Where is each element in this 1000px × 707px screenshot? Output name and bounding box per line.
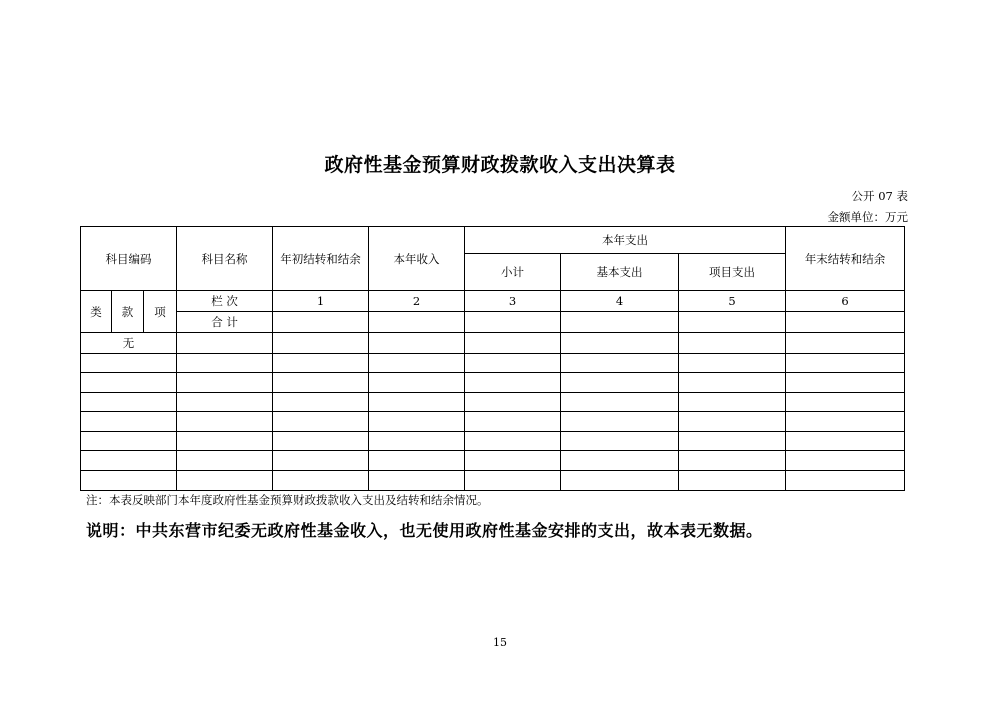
column-number-6: 6 — [786, 291, 905, 312]
table-cell — [81, 412, 177, 432]
table-cell — [465, 432, 561, 451]
document-title: 政府性基金预算财政拨款收入支出决算表 — [324, 154, 676, 176]
page-number: 15 — [493, 636, 507, 649]
table-cell — [561, 432, 679, 451]
column-number-5: 5 — [679, 291, 786, 312]
table-cell — [177, 471, 273, 491]
table-cell — [369, 373, 465, 393]
table-cell — [561, 471, 679, 491]
table-cell — [81, 393, 177, 412]
table-cell — [465, 354, 561, 373]
table-cell — [369, 432, 465, 451]
table-note: 注：本表反映部门本年度政府性基金预算财政拨款收入支出及结转和结余情况。 — [86, 493, 489, 507]
column-number-2: 2 — [369, 291, 465, 312]
table-cell — [561, 312, 679, 333]
header-project-expense: 项目支出 — [679, 254, 786, 291]
table-cell — [786, 333, 905, 354]
table-cell — [561, 373, 679, 393]
table-cell — [177, 412, 273, 432]
total-label: 合 计 — [177, 312, 273, 333]
table-cell — [81, 373, 177, 393]
table-cell — [273, 393, 369, 412]
table-cell — [679, 373, 786, 393]
table-cell — [273, 333, 369, 354]
table-cell — [369, 451, 465, 471]
table-cell — [465, 373, 561, 393]
table-cell — [465, 312, 561, 333]
table-cell — [786, 451, 905, 471]
explanation: 说明：中共东营市纪委无政府性基金收入，也无使用政府性基金安排的支出，故本表无数据。 — [86, 521, 763, 540]
column-row-label: 栏 次 — [177, 291, 273, 312]
header-beginning-balance: 年初结转和结余 — [273, 227, 369, 291]
table-cell — [679, 333, 786, 354]
first-row-value: 无 — [81, 333, 177, 354]
table-cell — [81, 432, 177, 451]
amount-unit: 金额单位：万元 — [827, 210, 908, 224]
table-cell — [369, 471, 465, 491]
header-current-expense: 本年支出 — [465, 227, 786, 254]
table-row — [81, 412, 905, 432]
table-cell — [369, 393, 465, 412]
table-row — [81, 393, 905, 412]
table-cell — [273, 412, 369, 432]
table-cell — [679, 354, 786, 373]
table-cell — [177, 373, 273, 393]
table-cell — [273, 432, 369, 451]
table-cell — [465, 471, 561, 491]
column-number-1: 1 — [273, 291, 369, 312]
table-cell — [177, 393, 273, 412]
header-current-income: 本年收入 — [369, 227, 465, 291]
table-row — [81, 451, 905, 471]
table-cell — [273, 373, 369, 393]
table-cell — [561, 354, 679, 373]
table-row — [81, 432, 905, 451]
column-number-3: 3 — [465, 291, 561, 312]
table-cell — [369, 412, 465, 432]
table-cell — [273, 471, 369, 491]
table-cell — [465, 393, 561, 412]
table-cell — [561, 451, 679, 471]
table-cell — [679, 412, 786, 432]
table-cell — [81, 471, 177, 491]
table-cell — [786, 471, 905, 491]
table-cell — [679, 451, 786, 471]
table-cell — [273, 312, 369, 333]
table-cell — [679, 312, 786, 333]
table-cell — [369, 333, 465, 354]
header-basic-expense: 基本支出 — [561, 254, 679, 291]
fund-table — [80, 226, 905, 491]
column-number-row — [81, 291, 905, 312]
header-subject-code: 科目编码 — [81, 227, 177, 291]
table-row — [81, 471, 905, 491]
table-cell — [561, 333, 679, 354]
table-cell — [369, 354, 465, 373]
total-row — [81, 312, 905, 333]
column-number-4: 4 — [561, 291, 679, 312]
form-number: 公开 07 表 — [851, 189, 908, 203]
header-row-1 — [81, 227, 905, 254]
table-cell — [81, 451, 177, 471]
code-section: 款 — [112, 291, 144, 333]
table-cell — [177, 354, 273, 373]
table-cell — [465, 412, 561, 432]
table-cell — [273, 354, 369, 373]
table-cell — [177, 451, 273, 471]
table-cell — [273, 451, 369, 471]
table-cell — [786, 393, 905, 412]
table-cell — [786, 312, 905, 333]
code-category: 类 — [81, 291, 112, 333]
table-cell — [369, 312, 465, 333]
code-item: 项 — [144, 291, 177, 333]
table-cell — [679, 471, 786, 491]
table-cell — [465, 451, 561, 471]
table-row — [81, 354, 905, 373]
table-cell — [786, 412, 905, 432]
table-cell — [786, 373, 905, 393]
header-subject-name: 科目名称 — [177, 227, 273, 291]
table-cell — [786, 354, 905, 373]
header-ending-balance: 年末结转和结余 — [786, 227, 905, 291]
table-row — [81, 373, 905, 393]
table-cell — [786, 432, 905, 451]
table-cell — [679, 393, 786, 412]
table-cell — [561, 412, 679, 432]
table-row — [81, 333, 905, 354]
table-cell — [177, 432, 273, 451]
table-cell — [81, 354, 177, 373]
table-cell — [679, 432, 786, 451]
table-cell — [177, 333, 273, 354]
table-cell — [465, 333, 561, 354]
table-cell — [561, 393, 679, 412]
header-subtotal: 小计 — [465, 254, 561, 291]
